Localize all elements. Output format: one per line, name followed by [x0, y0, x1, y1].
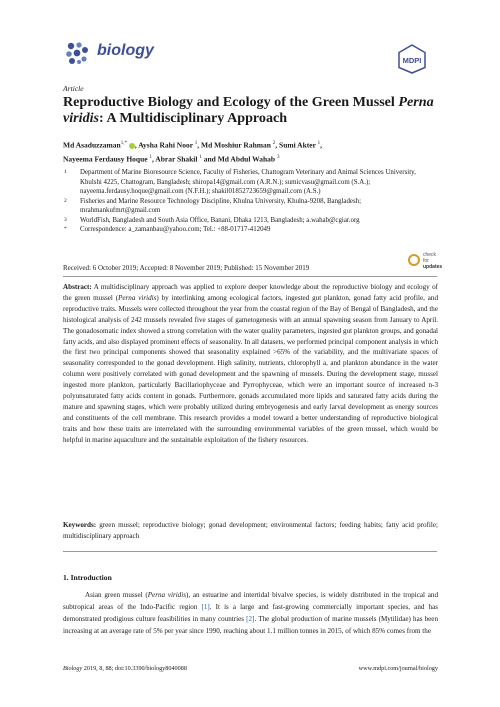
citation-link[interactable]: [2]	[246, 614, 255, 623]
keywords-label: Keywords:	[63, 521, 97, 529]
journal-logo-icon	[63, 40, 91, 66]
author-affil-sup: 1	[149, 154, 152, 160]
author-affil-sup: 1,*	[120, 141, 127, 146]
divider	[63, 276, 437, 277]
abstract-label: Abstract:	[63, 283, 92, 291]
updates-label: updates	[423, 264, 443, 270]
mdpi-logo-text: MDPI	[402, 56, 422, 65]
check-for-label: check for	[423, 252, 437, 264]
title-part2: : A Multidisciplinary Approach	[99, 110, 288, 126]
author-name[interactable]: Md Asaduzzaman	[63, 140, 121, 150]
author-affil-sup: 1	[317, 141, 321, 146]
intro-paragraph: Asian green mussel (Perna viridis), an estuarine and intertidal bivalve species, is widely distributed in the tropical and subtropical areas of the Indo-Pacific region [1]. It is a large and fast-growing commercially important species, and has demonstrated prodigious culture feasibilities in many countries [2]. The global production of marine mussels (Mytilidae) has been increasing at an average rate of 5% per year since 1990, reaching about 1.1 million tonnes in 2015, of which 85% comes from the	[63, 591, 439, 635]
footer-journal: Biology	[63, 665, 83, 672]
author-name[interactable]: Aysha Rahi Noor	[138, 140, 193, 150]
author-affil-sup: 2	[272, 141, 276, 146]
divider	[63, 551, 437, 552]
article-title	[63, 94, 435, 126]
affiliation-item: 3 WorldFish, Bangladesh and South Asia Office, Banani, Dhaka 1213, Bangladesh; a.wahab@cgiar.org	[64, 216, 360, 224]
abstract: Abstract: A multidisciplinary approach was applied to explore deeper knowledge about the reproductive biology and ecology of the green mussel (Perna viridis) by interlinking among ecological factors, ingested gut plankton, gonad fatty acid profile, and reproductive traits. Mussels were collected throughout the year from the coastal region of the Bay of Bengal of Bangladesh, and the histological analysis of 242 mussels revealed five stages of gametogenesis with an annual spawning season from January to April. The gonadosomatic index showed a strong correlation with the water quality parameters, ingested gut plankton groups, and gonadal fatty acids, and also displayed prominent effects of seasonality. In all datasets, we performed principal component analysis in which the first two principal components showed that seasonality explained >65% of the variability, and the multivariate spaces of seasonality corresponded to the gonad development. High salinity, nutrients, chlorophyll a, and plankton abundance in the water column were positively correlated with gonad development and the spawning of mussels. During the development stage, mussel ingested more plankton, particularly Bacillariophyceae and Pyrrophyceae, which were an important source of increased n-3 polyunsaturated fatty acids content in gonads. Furthermore, gonads accumulated more lipids and saturated fatty acids during the mature and spawning stages, which were probably utilized during embryogenesis and early larval development as energy sources and constituents of the cell membrane. This research provides a model toward a better understanding of reproductive biological traits and how these traits are interrelated with the surrounding environmental variables of the green mussel, which would be helpful in marine aquaculture and the sustainable exploitation of the fishery resources.	[63, 283, 438, 444]
keywords: Keywords: green mussel; reproductive biology; gonad development; environmental factors; feeding habits; fatty acid profile; multidisciplinary approach	[63, 521, 438, 540]
author-name[interactable]: Nayeema Ferdausy Hoque	[63, 154, 148, 163]
affiliation-item: 1 Department of Marine Bioresource Science, Faculty of Fisheries, Chattogram Veterinary and Animal Sciences University, Khulshi 4225, Chattogram, Bangladesh; shiropa14@gmail.com (A.R.N.); sumicvasu@gmail.com (S.A.); nayeema.ferdausy.hoque@gmail.com (N.F.H.); shakil01852723659@gmail.com (A.S.)	[64, 169, 416, 195]
check-for-updates-badge[interactable]	[408, 252, 442, 274]
update-check-icon	[408, 254, 420, 266]
journal-name[interactable]: biology	[97, 42, 154, 59]
title-part1: Reproductive Biology and Ecology of the Green Mussel	[63, 94, 399, 110]
article-type-label: Article	[63, 84, 84, 93]
author-name[interactable]: Md Abdul Wahab	[217, 154, 276, 163]
section-heading: 1. Introduction	[63, 573, 112, 582]
mdpi-logo-icon[interactable]	[398, 44, 426, 74]
affiliation-item: 2 Fisheries and Marine Resource Technology Discipline, Khulna University, Khulna-9208, Bangladesh; mrahmankufmrt@gmail.com	[64, 197, 362, 214]
correspondence-item: * Correspondence: a_zamanbau@yahoo.com; Tel.: +88-01717-412049	[64, 226, 271, 233]
author-name[interactable]: Md Moshiur Rahman	[201, 140, 271, 150]
author-name[interactable]: Abrar Shakil	[155, 154, 198, 163]
author-affil-sup: 1	[194, 141, 198, 146]
intro-species: Perna viridis	[147, 591, 186, 599]
orcid-icon[interactable]	[129, 143, 135, 149]
footer-url[interactable]: www.mdpi.com/journal/biology	[358, 665, 438, 672]
affiliations	[63, 168, 438, 235]
abstract-species: Perna viridis	[118, 293, 157, 302]
citation-link[interactable]: [1]	[201, 602, 210, 611]
author-affil-sup: 3	[276, 154, 280, 160]
publication-dates: Received: 6 October 2019; Accepted: 8 November 2019; Published: 15 November 2019	[63, 264, 310, 272]
title-species: Perna viridis	[63, 94, 434, 126]
author-affil-sup: 1	[199, 154, 202, 160]
author-list: Md Asaduzzaman$^{1,*}$ , Aysha Rahi Noor $^1$, Md Moshiur Rahman $^2$, Sumi Akter $^1$, Nayeema Ferdausy Hoque $^1$, Abrar Shakil $^1$ and Md Abdul Wahab $^3$	[63, 140, 323, 163]
author-name[interactable]: Sumi Akter	[279, 140, 316, 150]
footer-citation: Biology 2019, 8, 88; doi:10.3390/biology8040088	[63, 665, 187, 672]
